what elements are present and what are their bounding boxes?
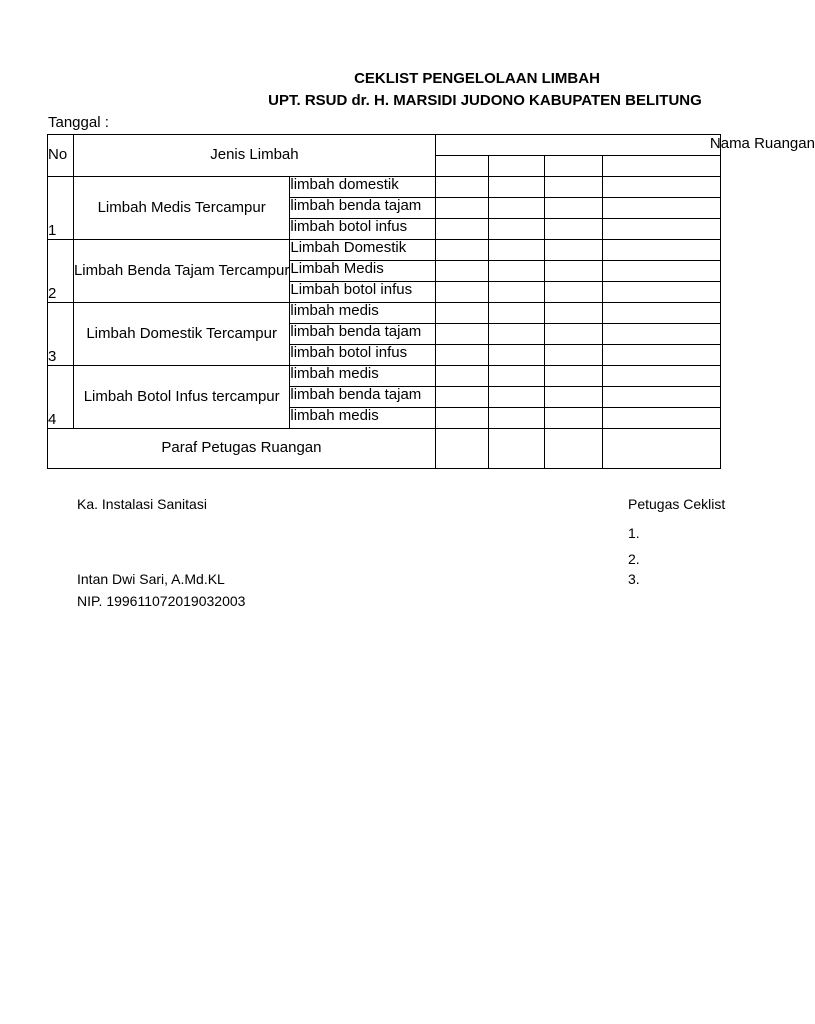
signature-cell[interactable] bbox=[545, 429, 603, 469]
room-cell[interactable] bbox=[435, 156, 488, 177]
group-number: 2 bbox=[48, 240, 74, 303]
check-cell[interactable] bbox=[435, 219, 488, 240]
signature-row bbox=[48, 429, 721, 469]
group-category: Limbah Domestik Tercampur bbox=[73, 303, 289, 366]
check-cell[interactable] bbox=[435, 198, 488, 219]
checklist-officer-title: Petugas Ceklist bbox=[628, 496, 726, 512]
group-number: 1 bbox=[48, 177, 74, 240]
checklist-table bbox=[47, 134, 815, 469]
group-number: 3 bbox=[48, 303, 74, 366]
document-subtitle: UPT. RSUD dr. H. MARSIDI JUDONO KABUPATEN BELITUNG bbox=[268, 92, 702, 109]
header-nama-ruangan: Nama Ruangan bbox=[435, 135, 720, 156]
check-cell[interactable] bbox=[602, 177, 720, 198]
waste-item: limbah benda tajam bbox=[290, 324, 436, 345]
check-cell[interactable] bbox=[602, 261, 720, 282]
check-cell[interactable] bbox=[545, 324, 603, 345]
check-cell[interactable] bbox=[488, 408, 544, 429]
waste-item: limbah domestik bbox=[290, 177, 436, 198]
check-cell[interactable] bbox=[435, 324, 488, 345]
waste-item: Limbah Medis bbox=[290, 261, 436, 282]
check-cell[interactable] bbox=[545, 282, 603, 303]
paraf-label: Paraf Petugas Ruangan bbox=[48, 429, 436, 469]
room-cell[interactable] bbox=[602, 156, 720, 177]
waste-item: limbah medis bbox=[290, 303, 436, 324]
check-cell[interactable] bbox=[435, 261, 488, 282]
check-cell[interactable] bbox=[488, 345, 544, 366]
waste-item: limbah benda tajam bbox=[290, 198, 436, 219]
table-row bbox=[48, 303, 721, 324]
waste-item: limbah botol infus bbox=[290, 219, 436, 240]
table-row bbox=[48, 177, 721, 198]
check-cell[interactable] bbox=[545, 198, 603, 219]
officer-number-1: 1. bbox=[628, 525, 640, 541]
officer-number-3: 3. bbox=[628, 571, 640, 587]
check-cell[interactable] bbox=[602, 324, 720, 345]
signature-cell[interactable] bbox=[435, 429, 488, 469]
head-of-sanitation-title: Ka. Instalasi Sanitasi bbox=[77, 496, 207, 512]
waste-item: limbah medis bbox=[290, 408, 436, 429]
check-cell[interactable] bbox=[602, 387, 720, 408]
check-cell[interactable] bbox=[545, 303, 603, 324]
check-cell[interactable] bbox=[545, 219, 603, 240]
date-label: Tanggal : bbox=[48, 114, 109, 131]
signature-cell[interactable] bbox=[488, 429, 544, 469]
check-cell[interactable] bbox=[545, 408, 603, 429]
check-cell[interactable] bbox=[488, 219, 544, 240]
document-title: CEKLIST PENGELOLAAN LIMBAH bbox=[354, 70, 600, 87]
check-cell[interactable] bbox=[545, 261, 603, 282]
check-cell[interactable] bbox=[545, 387, 603, 408]
header-jenis-limbah: Jenis Limbah bbox=[73, 135, 435, 177]
waste-item: Limbah botol infus bbox=[290, 282, 436, 303]
room-cell[interactable] bbox=[545, 156, 603, 177]
check-cell[interactable] bbox=[488, 240, 544, 261]
check-cell[interactable] bbox=[602, 219, 720, 240]
waste-item: limbah botol infus bbox=[290, 345, 436, 366]
check-cell[interactable] bbox=[545, 240, 603, 261]
check-cell[interactable] bbox=[602, 408, 720, 429]
check-cell[interactable] bbox=[602, 282, 720, 303]
check-cell[interactable] bbox=[545, 366, 603, 387]
check-cell[interactable] bbox=[602, 303, 720, 324]
check-cell[interactable] bbox=[435, 387, 488, 408]
check-cell[interactable] bbox=[488, 387, 544, 408]
check-cell[interactable] bbox=[435, 282, 488, 303]
check-cell[interactable] bbox=[545, 177, 603, 198]
table-row bbox=[48, 366, 721, 387]
check-cell[interactable] bbox=[545, 345, 603, 366]
check-cell[interactable] bbox=[488, 198, 544, 219]
check-cell[interactable] bbox=[602, 345, 720, 366]
group-number: 4 bbox=[48, 366, 74, 429]
group-category: Limbah Medis Tercampur bbox=[73, 177, 289, 240]
waste-item: Limbah Domestik bbox=[290, 240, 436, 261]
check-cell[interactable] bbox=[602, 366, 720, 387]
check-cell[interactable] bbox=[602, 240, 720, 261]
check-cell[interactable] bbox=[488, 303, 544, 324]
signatory-nip: NIP. 199611072019032003 bbox=[77, 593, 246, 609]
table-header-row bbox=[48, 135, 721, 156]
check-cell[interactable] bbox=[435, 177, 488, 198]
room-cell[interactable] bbox=[488, 156, 544, 177]
check-cell[interactable] bbox=[488, 366, 544, 387]
group-category: Limbah Benda Tajam Tercampur bbox=[73, 240, 289, 303]
header-no: No bbox=[48, 135, 74, 177]
waste-item: limbah medis bbox=[290, 366, 436, 387]
check-cell[interactable] bbox=[435, 303, 488, 324]
waste-item: limbah benda tajam bbox=[290, 387, 436, 408]
check-cell[interactable] bbox=[488, 282, 544, 303]
check-cell[interactable] bbox=[602, 198, 720, 219]
officer-number-2: 2. bbox=[628, 551, 640, 567]
check-cell[interactable] bbox=[488, 261, 544, 282]
signature-cell[interactable] bbox=[602, 429, 720, 469]
table-row bbox=[48, 240, 721, 261]
check-cell[interactable] bbox=[488, 324, 544, 345]
check-cell[interactable] bbox=[488, 177, 544, 198]
check-cell[interactable] bbox=[435, 345, 488, 366]
check-cell[interactable] bbox=[435, 366, 488, 387]
check-cell[interactable] bbox=[435, 240, 488, 261]
signatory-name: Intan Dwi Sari, A.Md.KL bbox=[77, 571, 225, 587]
check-cell[interactable] bbox=[435, 408, 488, 429]
group-category: Limbah Botol Infus tercampur bbox=[73, 366, 289, 429]
